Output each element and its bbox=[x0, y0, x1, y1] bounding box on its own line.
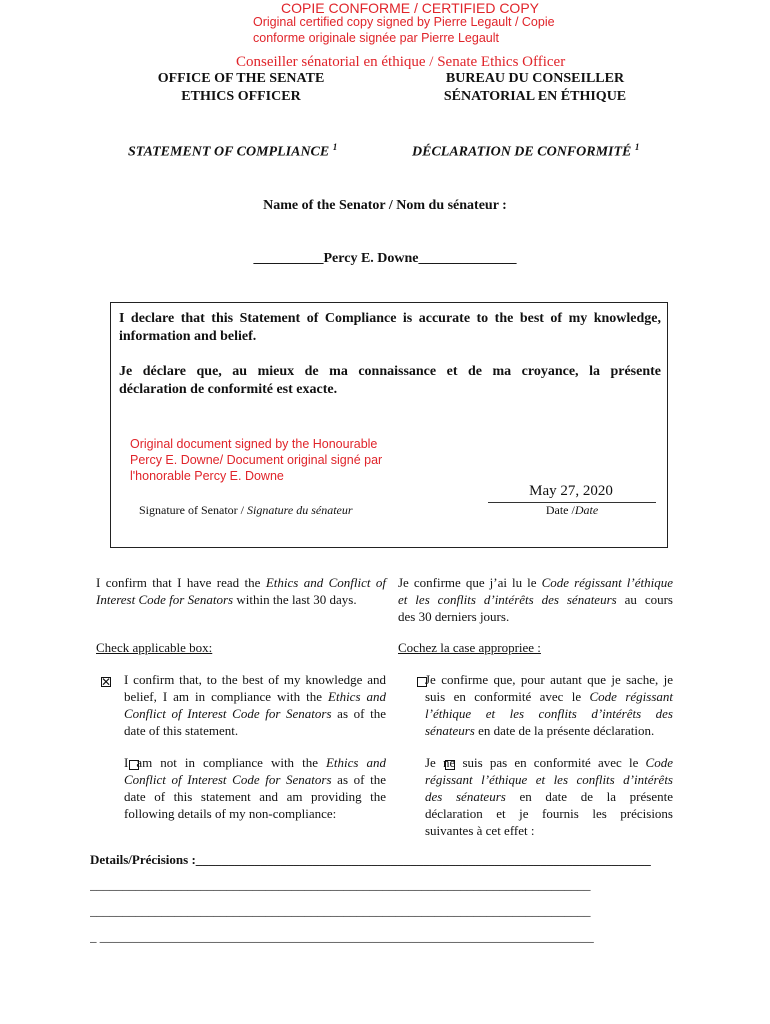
declaration-en bbox=[119, 310, 661, 346]
opt2-en-1b: Ethics and bbox=[325, 755, 386, 770]
opt2-en-2a: Conflict of Interest Code for Senators bbox=[124, 772, 332, 787]
details-line-2[interactable]: _____________________________________________________________________________ bbox=[90, 877, 591, 892]
opt2-fr-line3 bbox=[425, 788, 673, 805]
signature-date-value: May 27, 2020 bbox=[529, 483, 613, 499]
office-header-en-line1: OFFICE OF THE SENATE bbox=[157, 71, 325, 86]
opt2-fr-line5: suivantes à cet effet : bbox=[425, 823, 535, 838]
office-header-en-line2: ETHICS OFFICER bbox=[181, 89, 301, 104]
opt1-fr-line3: l’éthique et les conflits d’intérêts des bbox=[425, 706, 673, 721]
opt1-fr-line4 bbox=[425, 722, 673, 739]
confirmation-en-1a: I confirm that I have read the bbox=[96, 575, 266, 590]
statement-title-en-text: STATEMENT OF COMPLIANCE bbox=[128, 144, 330, 160]
ethics-code-title-1: Ethics and Conflict of bbox=[265, 575, 386, 590]
signed-note-line1: Original document signed by the Honourable bbox=[130, 437, 378, 451]
code-title-fr-2: et les conflits d’intérêts des sénateurs bbox=[398, 592, 617, 607]
senator-name-label: Name of the Senator / Nom du sénateur : bbox=[263, 198, 507, 213]
details-line-4[interactable]: _ ____________________________________________________________________________ bbox=[90, 929, 594, 944]
opt1-fr-2a: suis en conformité avec le bbox=[425, 689, 590, 704]
signed-note-line2: Percy E. Downe/ Document original signé par bbox=[130, 453, 383, 467]
confirmation-fr-line3: des 30 derniers jours. bbox=[398, 609, 510, 624]
opt2-fr-line2: régissant l’éthique et les conflits d’intérêts bbox=[425, 772, 673, 787]
opt1-fr-2b: Code régissant bbox=[589, 689, 673, 704]
opt2-fr-line4: déclaration et je fournis les précisions bbox=[425, 806, 673, 821]
confirmation-fr-line2 bbox=[398, 591, 673, 608]
signed-original-note bbox=[130, 436, 382, 484]
confirmation-en-line2 bbox=[96, 591, 386, 608]
compliance-checkbox-en[interactable] bbox=[101, 677, 111, 687]
senator-name-value: __________Percy E. Downe______________ bbox=[253, 251, 517, 266]
opt2-en-1a: I am not in compliance with the bbox=[124, 755, 326, 770]
footnote-mark-en: 1 bbox=[332, 142, 338, 152]
confirmation-en-line1 bbox=[96, 574, 386, 591]
certified-copy-note-line1: Original certified copy signed by Pierre Legault / Copie bbox=[253, 15, 555, 29]
signature-label-en: Signature of Senator / bbox=[139, 503, 247, 517]
confirmation-en bbox=[96, 574, 386, 608]
confirmation-fr-line1 bbox=[398, 574, 673, 591]
statement-title-fr-text: DÉCLARATION DE CONFORMITÉ bbox=[412, 144, 632, 160]
option-noncompliant-en bbox=[124, 754, 386, 822]
opt1-en-3b: as of the bbox=[331, 706, 387, 721]
office-header-fr bbox=[420, 70, 650, 106]
declaration-box bbox=[110, 302, 668, 548]
option-compliant-en bbox=[124, 671, 386, 739]
office-header-en bbox=[130, 70, 352, 106]
opt2-fr-line1 bbox=[425, 754, 673, 771]
check-box-label-fr: Cochez la case appropriee : bbox=[398, 640, 541, 655]
date-label bbox=[488, 503, 656, 518]
office-header-fr-line1: BUREAU DU CONSEILLER bbox=[445, 71, 625, 86]
declaration-fr-line1: Je déclare que, au mieux de ma connaissance et de ma croyance, la présente bbox=[119, 364, 661, 379]
declaration-fr bbox=[119, 363, 661, 399]
footnote-mark-fr: 1 bbox=[634, 142, 640, 152]
certified-copy-title: COPIE CONFORME / CERTIFIED COPY bbox=[281, 0, 539, 16]
opt1-en-2a: belief, I am in compliance with the bbox=[124, 689, 329, 704]
confirmation-fr bbox=[398, 574, 673, 625]
option-compliant-fr bbox=[425, 671, 673, 739]
signed-note-line3: l'honorable Percy E. Downe bbox=[130, 469, 284, 483]
opt1-fr-line1: Je confirme que, pour autant que je sache, je bbox=[425, 672, 673, 687]
ethics-code-title-2: Interest Code for Senators bbox=[96, 592, 234, 607]
opt1-en-line2 bbox=[124, 688, 386, 705]
date-label-fr: Date bbox=[574, 503, 599, 517]
option-noncompliant-fr bbox=[425, 754, 673, 839]
signature-label bbox=[139, 503, 353, 518]
statement-title-en bbox=[128, 142, 337, 161]
details-label: Details/Précisions : bbox=[90, 852, 196, 867]
confirmation-fr-1a: Je confirme que j’ai lu le bbox=[398, 575, 542, 590]
declaration-en-line1: I declare that this Statement of Compliance is accurate to the best of my knowledge, bbox=[119, 311, 661, 326]
confirmation-en-2b: within the last 30 days. bbox=[233, 592, 357, 607]
opt2-en-line1 bbox=[124, 754, 386, 771]
date-label-en: Date / bbox=[545, 503, 575, 517]
opt2-en-2b: as of the bbox=[331, 772, 387, 787]
declaration-en-line2: information and belief. bbox=[119, 329, 257, 344]
opt1-en-3a: Conflict of Interest Code for Senators bbox=[124, 706, 332, 721]
opt1-en-line3 bbox=[124, 705, 386, 722]
opt1-fr-4a: sénateurs bbox=[425, 723, 475, 738]
opt2-fr-1a: Je ne suis pas en conformité avec le bbox=[425, 755, 646, 770]
opt2-fr-1b: Code bbox=[645, 755, 673, 770]
opt2-en-line3: date of this statement and am providing the bbox=[124, 789, 386, 804]
details-line-3[interactable]: _____________________________________________________________________________ bbox=[90, 903, 591, 918]
details-row bbox=[90, 852, 680, 868]
check-box-label-en: Check applicable box: bbox=[96, 640, 213, 655]
statement-title-fr bbox=[412, 142, 639, 161]
opt1-en-line1: I confirm that, to the best of my knowledge and bbox=[124, 672, 386, 687]
signature-label-fr: Signature du sénateur bbox=[246, 503, 353, 517]
opt2-en-line2 bbox=[124, 771, 386, 788]
details-line-1[interactable]: ______________________________________________________________________ bbox=[195, 852, 651, 867]
opt2-fr-3a: des sénateurs bbox=[425, 789, 506, 804]
opt2-en-line4: following details of my non-compliance: bbox=[124, 806, 337, 821]
code-title-fr-1: Code régissant l’éthique bbox=[541, 575, 673, 590]
opt1-fr-4b: en date de la présente déclaration. bbox=[474, 723, 655, 738]
confirmation-fr-2b: au cours bbox=[616, 592, 673, 607]
certified-copy-note-line2: conforme originale signée par Pierre Legault bbox=[253, 31, 499, 45]
office-header-fr-line2: SÉNATORIAL EN ÉTHIQUE bbox=[443, 89, 627, 104]
stamp-office-title: Conseiller sénatorial en éthique / Senate Ethics Officer bbox=[236, 54, 566, 70]
opt1-fr-line2 bbox=[425, 688, 673, 705]
opt2-fr-3b: en date de la présente bbox=[505, 789, 673, 804]
declaration-fr-line2: déclaration de conformité est exacte. bbox=[119, 382, 338, 397]
opt1-en-line4: date of this statement. bbox=[124, 723, 239, 738]
opt1-en-2b: Ethics and bbox=[328, 689, 386, 704]
